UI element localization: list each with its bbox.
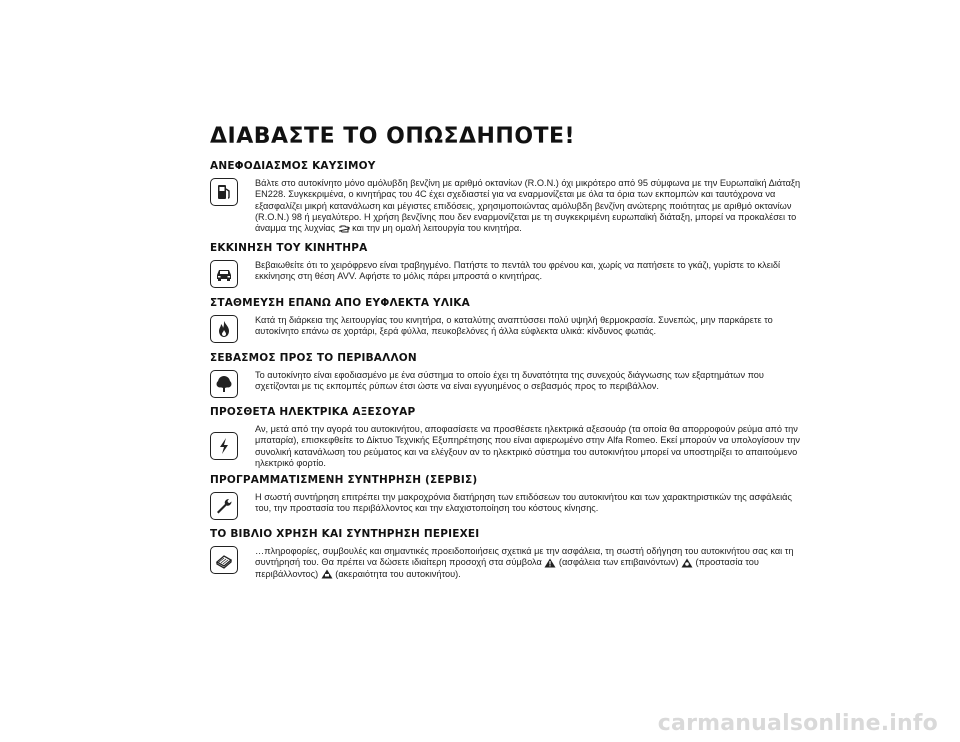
section-text-environment: (προστασία του περιβάλλοντος) [255, 557, 759, 579]
section-heading: ΤΟ ΒΙΒΛΙΟ ΧΡΗΣΗ ΚΑΙ ΣΥΝΤΗΡΗΣΗ ΠΕΡΙΕΧΕΙ [210, 528, 480, 540]
watermark: carmanualsonline.info [657, 711, 938, 736]
section-engine-start [210, 242, 802, 283]
flame-icon [210, 315, 238, 343]
tree-icon [210, 370, 238, 398]
section-manual-contents [210, 528, 802, 580]
car-icon [210, 260, 238, 288]
lightning-icon [210, 432, 238, 460]
environment-triangle-icon [681, 558, 693, 568]
page-title: ΔΙΑΒΑΣΤΕ ΤΟ ΟΠΩΣΔΗΠΟΤΕ! [210, 124, 576, 149]
wrench-icon [210, 492, 238, 520]
section-scheduled-service [210, 474, 802, 515]
section-heading: ΕΚΚΙΝΗΣΗ ΤΟΥ ΚΙΝΗΤΗΡΑ [210, 242, 368, 254]
section-electrical-accessories [210, 406, 802, 469]
section-text: Βάλτε στο αυτοκίνητο μόνο αμόλυβδη βενζίνη με αριθμό οκτανίων (R.O.N.) όχι μικρότερο από 95 σύμφωνα με την Ευρωπαϊκή Διάταξη EN228. Συγκεκριμένα, ο κινητήρας του 4C έχει σχεδιαστεί για να εναρμονίζεται με όλα τα όρια των εκπομπών και ταυτόχρονα να εξασφαλίζει μικρή κατανάλωση και μέγιστες επιδόσεις, χρησιμοποιώντας αμόλυβδη βενζίνη ανώτερης ποιότητας με αριθμό οκτανίων (R.O.N.) 98 ή μεγαλύτερο. Η χρήση βενζίνης που δεν εναρμονίζεται με τη συγκεκριμένη ευρωπαϊκή διάταξη, μπορεί να προκαλέσει το άναμμα της λυχνίας [255, 178, 801, 234]
section-heading: ΠΡΟΓΡΑΜΜΑΤΙΣΜΕΝΗ ΣΥΝΤΗΡΗΣΗ (ΣΕΡΒΙΣ) [210, 474, 478, 486]
section-text-cont: και την μη ομαλή λειτουργία του κινητήρα. [352, 223, 522, 234]
section-text: Βεβαιωθείτε ότι το χειρόφρενο είναι τραβηγμένο. Πατήστε το πεντάλ του φρένου και, χωρίς να πατήσετε το γκάζι, γυρίστε το κλειδί εκκίνησης στη θέση AVV. Αφήστε το μόλις πάρει μπροστά ο κινητήρας. [255, 260, 781, 282]
section-fuel [210, 160, 802, 234]
section-text: Αν, μετά από την αγορά του αυτοκινήτου, αποφασίσετε να προσθέσετε ηλεκτρικά αξεσουάρ (τα οποία θα απορροφούν ρεύμα από την μπαταρία), επισκεφθείτε το Δίκτυο Τεχνικής Εξυπηρέτησης που είναι αφιερωμένο στην Alfa Romeo. Εκεί μπορούν να υπολογίσουν την συνολική κατανάλωση του ρεύματος και να ελέγξουν αν το ηλεκτρικό σύστημα του αυτοκινήτου μπορεί να υποστηρίξει το απαιτούμενο ηλεκτρικό φορτίο. [255, 424, 800, 468]
section-heading: ΑΝΕΦΟΔΙΑΣΜΟΣ ΚΑΥΣΙΜΟΥ [210, 160, 376, 172]
section-text: Το αυτοκίνητο είναι εφοδιασμένο με ένα σύστημα το οποίο έχει τη δυνατότητα της συνεχούς διάγνωσης των εξαρτημάτων που σχετίζονται με τις εκπομπές ρύπων έτσι ώστε να είναι εγγυημένος ο σεβασμός προς το περιβάλλον. [255, 370, 764, 392]
section-environment [210, 352, 802, 393]
section-heading: ΣΕΒΑΣΜΟΣ ΠΡΟΣ ΤΟ ΠΕΡΙΒΑΛΛΟΝ [210, 352, 417, 364]
section-text: Η σωστή συντήρηση επιτρέπει την μακροχρόνια διατήρηση των επιδόσεων του αυτοκινήτου και των χαρακτηριστικών της ασφάλειάς του, την προστασία του περιβάλλοντος και την ελαχιστοποίηση του κόστους κίνησης. [255, 492, 792, 514]
section-heading: ΣΤΑΘΜΕΥΣΗ ΕΠΑΝΩ ΑΠΟ ΕΥΦΛΕΚΤΑ ΥΛΙΚΑ [210, 297, 470, 309]
fuel-pump-icon [210, 178, 238, 206]
section-text: Κατά τη διάρκεια της λειτουργίας του κινητήρα, ο καταλύτης αναπτύσσει πολύ υψηλή θερμοκρασία. Συνεπώς, μην παρκάρετε το αυτοκίνητο επάνω σε χορτάρι, ξερά φύλλα, πευκοβελόνες ή άλλα εύφλεκτα υλικά: κίνδυνος φωτιάς. [255, 315, 773, 337]
warning-triangle-icon [544, 558, 556, 568]
section-text: …πληροφορίες, συμβουλές και σημαντικές προειδοποιήσεις σχετικά με την ασφάλεια, τη σωστή οδήγηση του αυτοκινήτου σας και τη συντήρησή του. Θα πρέπει να δώσετε ιδιαίτερη προσοχή στα σύμβολα [255, 546, 794, 568]
section-text-vehicle: (ακεραιότητα του αυτοκινήτου). [335, 568, 461, 579]
section-heading: ΠΡΟΣΘΕΤΑ ΗΛΕΚΤΡΙΚΑ ΑΞΕΣΟΥΑΡ [210, 406, 416, 418]
section-text-occupants: (ασφάλεια των επιβαινόντων) [558, 557, 679, 568]
section-parking [210, 297, 802, 338]
vehicle-integrity-triangle-icon [321, 569, 333, 579]
engine-warning-icon [338, 224, 350, 234]
book-icon [210, 546, 238, 574]
